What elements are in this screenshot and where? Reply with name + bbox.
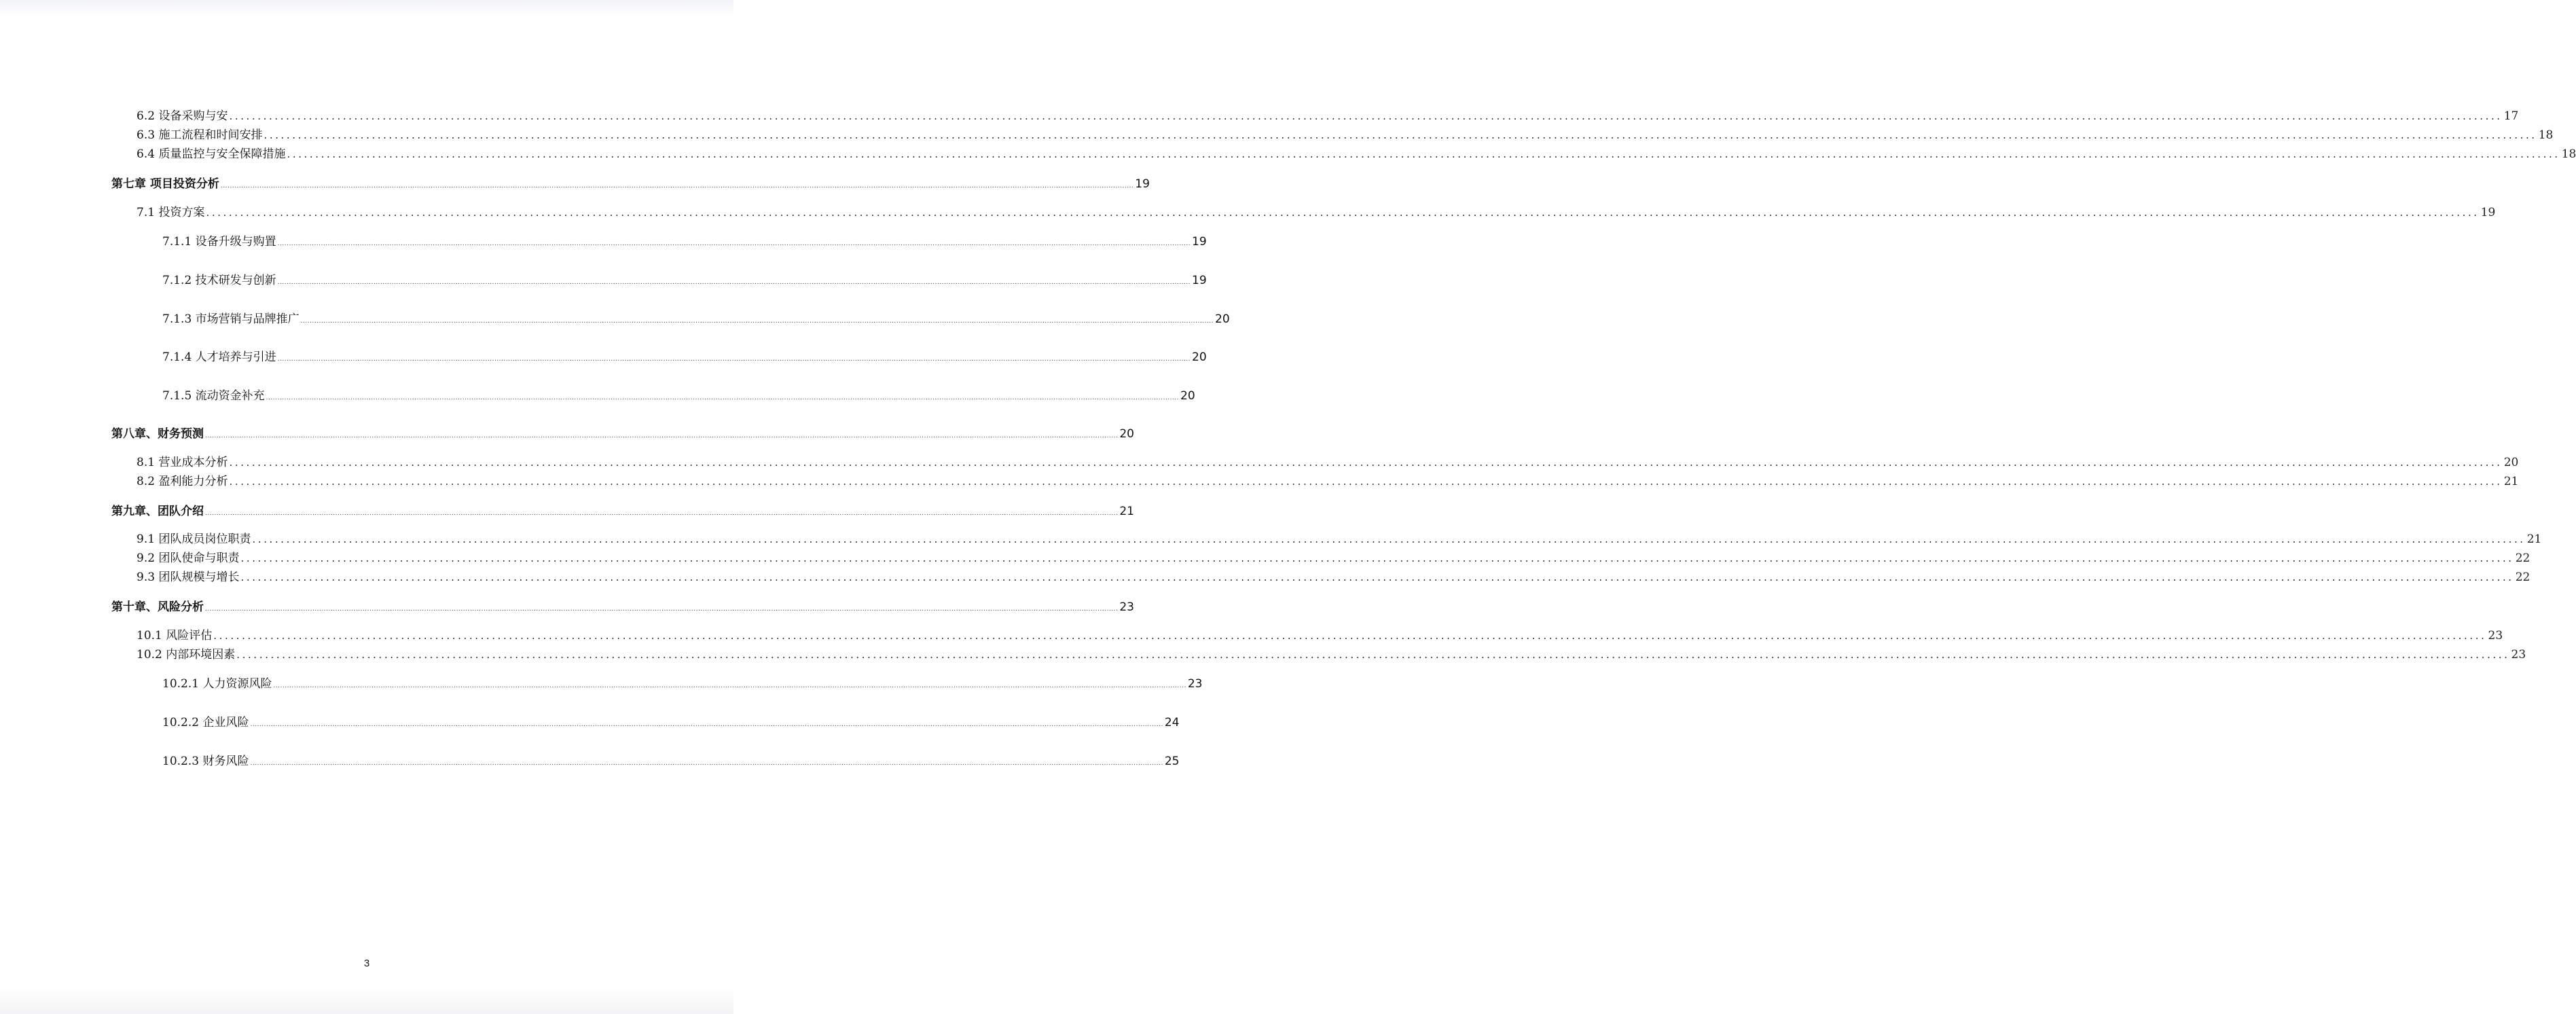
toc-entry [137,106,2519,123]
toc-entry-page: 24 [1164,716,1180,729]
toc-entry [162,232,1207,249]
toc-entry-title: 7.1 投资方案 [137,206,205,219]
toc-entry-title: 8.2 盈利能力分析 [137,475,228,488]
toc-entry-page: 23 [2511,648,2526,662]
toc-entry-page: 21 [1119,505,1134,518]
toc-entry-title: 第十章、风险分析 [111,600,204,614]
toc-entry [111,174,1150,191]
toc-entry [137,125,2554,142]
toc-entry-title: 第八章、财务预测 [111,427,204,441]
toc-entry-title: 10.2 内部环境因素 [137,648,236,662]
toc-entry-title: 6.2 设备采购与安 [137,109,228,123]
toc-entry [137,548,2530,565]
toc-entry-title: 10.2.2 企业风险 [162,716,249,729]
page-number: 3 [363,958,370,969]
toc-entry [162,386,1195,403]
toc-entry-page: 25 [1164,755,1180,768]
toc-entry-title: 第七章 项目投资分析 [111,177,219,191]
dot-leader: ................................................................................................................................................................................................................................................................................................................................................................................................................ [229,475,2503,488]
toc-entry-page: 19 [1135,177,1150,191]
toc-entry-page: 18 [2561,147,2576,161]
toc-entry-title: 7.1.3 市场营销与品牌推广 [162,312,300,326]
toc-entry-page: 21 [2503,475,2519,488]
toc-entry [111,501,1134,518]
toc-entry [111,424,1134,441]
dot-leader: ................................................................................................................................................................................................................................................................................................................................................................................................................ [250,721,1163,728]
dot-leader: ................................................................................................................................................................................................................................................................................................................................................................................................................ [229,456,2503,469]
toc-entry [137,452,2519,469]
dot-leader: ................................................................................................................................................................................................................................................................................................................................................................................................................ [252,533,2526,545]
dot-leader: ................................................................................................................................................................................................................................................................................................................................................................................................................ [236,649,2510,661]
dot-leader: ................................................................................................................................................................................................................................................................................................................................................................................................................ [277,356,1191,363]
dot-leader: ................................................................................................................................................................................................................................................................................................................................................................................................................ [205,510,1119,517]
toc-entry [162,674,1203,691]
toc-entry-page: 22 [2515,551,2530,565]
toc-entry-title: 9.3 团队规模与增长 [137,571,240,584]
toc-entry [137,202,2496,219]
toc-entry-title: 7.1.2 技术研发与创新 [162,274,276,287]
toc-entry-page: 20 [1215,312,1230,326]
toc-entry [137,144,2576,161]
dot-leader: ................................................................................................................................................................................................................................................................................................................................................................................................................ [287,148,2560,160]
dot-leader: ................................................................................................................................................................................................................................................................................................................................................................................................................ [205,606,1119,613]
toc-entry [162,309,1230,326]
dot-leader: ................................................................................................................................................................................................................................................................................................................................................................................................................ [205,433,1119,439]
dot-leader: ................................................................................................................................................................................................................................................................................................................................................................................................................ [240,571,2514,583]
toc-entry-page: 23 [1119,600,1134,614]
dot-leader: ................................................................................................................................................................................................................................................................................................................................................................................................................ [300,318,1214,325]
dot-leader: ................................................................................................................................................................................................................................................................................................................................................................................................................ [220,183,1134,189]
toc-entry-title: 8.1 营业成本分析 [137,456,228,469]
toc-entry-page: 20 [2503,456,2519,469]
toc-entry [137,567,2530,584]
toc-entry-page: 19 [2480,206,2496,219]
toc-entry [137,529,2542,546]
toc-entry-title: 6.4 质量监控与安全保障措施 [137,147,286,161]
toc-entry-page: 20 [1119,427,1134,441]
toc-entry-page: 20 [1192,350,1207,364]
toc-entry [137,645,2526,662]
dot-leader: ................................................................................................................................................................................................................................................................................................................................................................................................................ [273,683,1186,689]
dot-leader: ................................................................................................................................................................................................................................................................................................................................................................................................................ [264,129,2537,141]
toc-entry-page: 20 [1180,389,1195,403]
toc-entry-title: 10.2.1 人力资源风险 [162,677,272,691]
toc-entry-title: 6.3 施工流程和时间安排 [137,128,263,142]
toc-entry [162,751,1180,768]
toc-entry-page: 19 [1192,274,1207,287]
toc-entry-title: 10.1 风险评估 [137,629,213,642]
toc-entry-page: 17 [2503,109,2519,123]
toc-entry [162,712,1180,729]
toc-entry [162,270,1207,287]
toc-entry-title: 9.2 团队使命与职责 [137,551,240,565]
dot-leader: ................................................................................................................................................................................................................................................................................................................................................................................................................ [250,760,1163,767]
toc-entry-page: 23 [1187,677,1203,691]
dot-leader: ................................................................................................................................................................................................................................................................................................................................................................................................................ [277,240,1191,247]
toc-entry-page: 23 [2488,629,2503,642]
dot-leader: ................................................................................................................................................................................................................................................................................................................................................................................................................ [266,395,1180,401]
toc-entry-title: 7.1.5 流动资金补充 [162,389,265,403]
toc-entry-page: 19 [1192,235,1207,249]
toc-entry [111,597,1134,614]
toc-entry-page: 18 [2538,128,2554,142]
toc-entry [137,471,2519,488]
toc-entry [137,626,2503,642]
dot-leader: ................................................................................................................................................................................................................................................................................................................................................................................................................ [206,206,2480,219]
dot-leader: ................................................................................................................................................................................................................................................................................................................................................................................................................ [229,110,2503,122]
toc-entry-title: 10.2.3 财务风险 [162,755,249,768]
top-edge-shadow [0,0,733,15]
toc-entry-title: 7.1.1 设备升级与购置 [162,235,276,249]
toc-entry-title: 9.1 团队成员岗位职责 [137,532,251,546]
toc-entry-page: 21 [2526,532,2542,546]
dot-leader: ................................................................................................................................................................................................................................................................................................................................................................................................................ [277,279,1191,286]
toc-entry-page: 22 [2515,571,2530,584]
toc-entry [162,347,1207,364]
dot-leader: ................................................................................................................................................................................................................................................................................................................................................................................................................ [213,630,2487,642]
toc-entry-title: 7.1.4 人才培养与引进 [162,350,276,364]
toc-entry-title: 第九章、团队介绍 [111,505,204,518]
dot-leader: ................................................................................................................................................................................................................................................................................................................................................................................................................ [240,552,2514,564]
bottom-edge-shadow [0,987,733,1014]
